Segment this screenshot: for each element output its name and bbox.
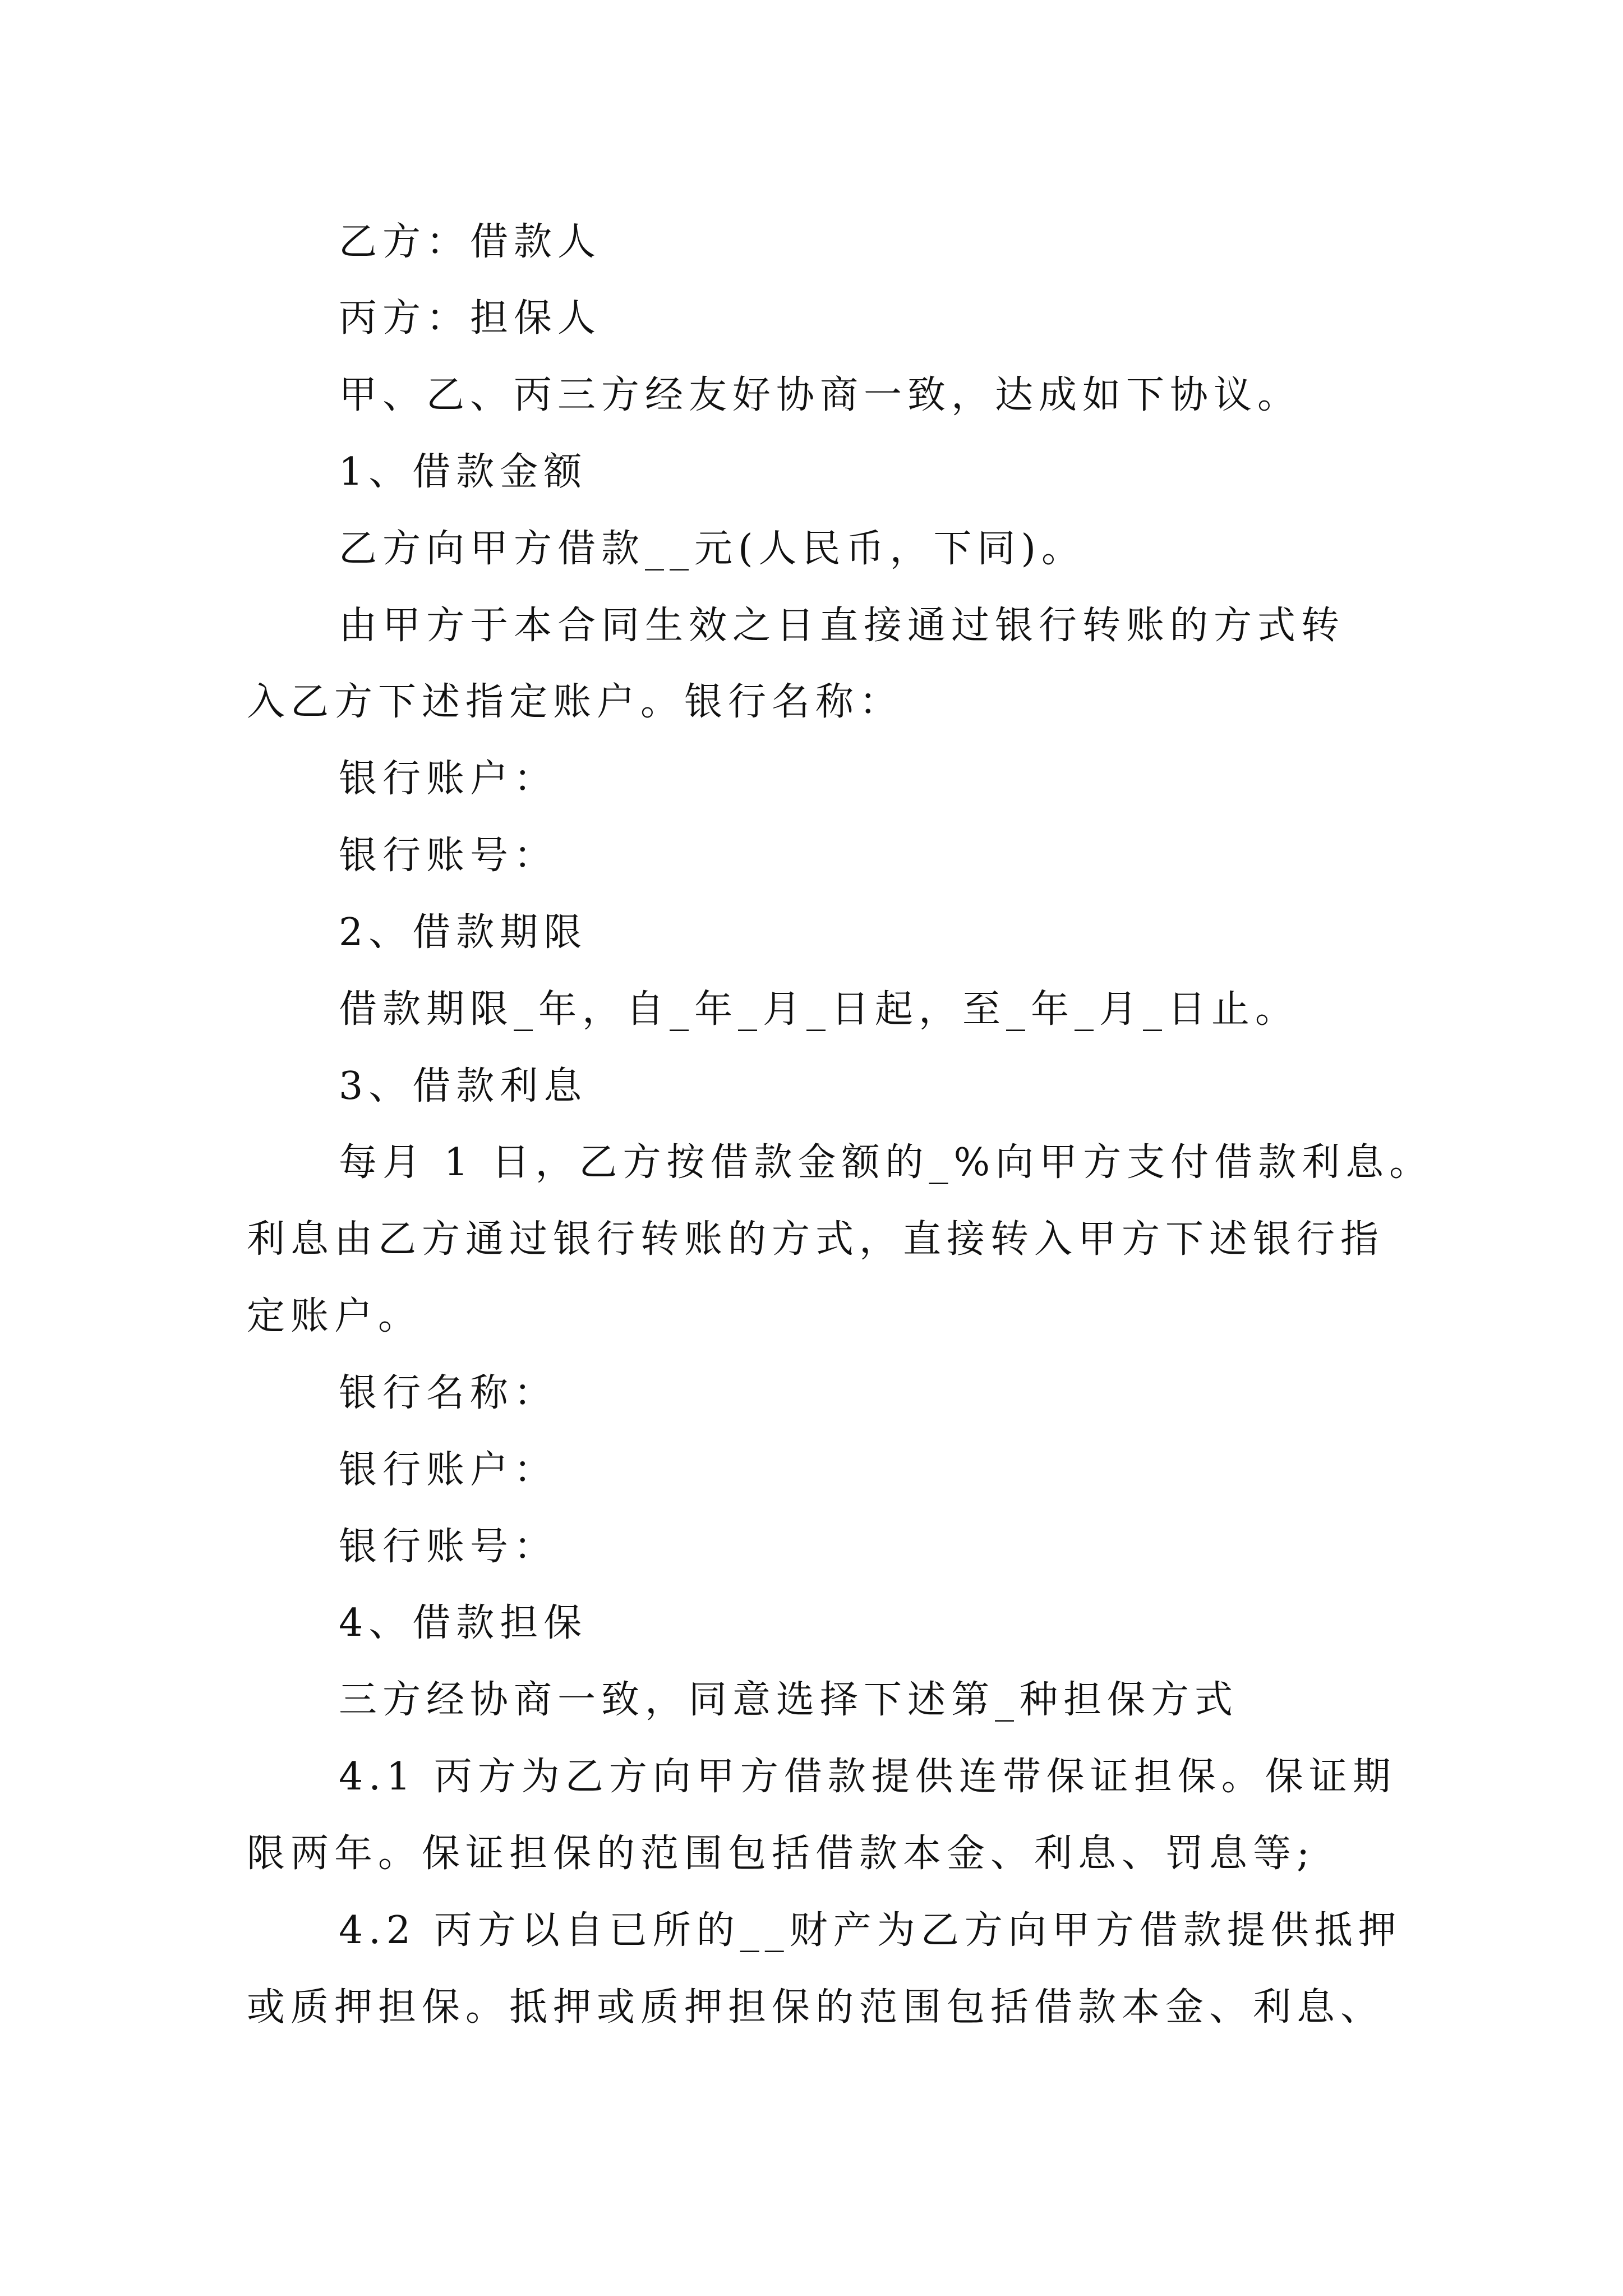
paragraph-line: 或质押担保。抵押或质押担保的范围包括借款本金、利息、 <box>247 1985 1385 2030</box>
bank-account-number-line: 银行账号： <box>339 1525 558 1569</box>
agreement-intro: 甲、乙、丙三方经友好协商一致，达成如下协议。 <box>339 373 1302 417</box>
section-heading-interest: 3、借款利息 <box>339 1064 588 1108</box>
section-heading-guarantee: 4、借款担保 <box>339 1601 588 1645</box>
party-b-line: 乙方：借款人 <box>339 220 602 264</box>
paragraph-line: 由甲方于本合同生效之日直接通过银行转账的方式转 <box>339 604 1345 648</box>
bank-account-name-line: 银行账户： <box>339 757 558 801</box>
party-c-line: 丙方：担保人 <box>339 296 602 341</box>
paragraph-line: 每月 1 日，乙方按借款金额的_%向甲方支付借款利息。 <box>339 1140 1433 1185</box>
paragraph-line: 定账户。 <box>247 1294 422 1338</box>
paragraph-line: 4.1 丙方为乙方向甲方借款提供连带保证担保。保证期 <box>339 1755 1396 1799</box>
section-heading-term: 2、借款期限 <box>339 910 588 955</box>
paragraph-line: 利息由乙方通过银行转账的方式，直接转入甲方下述银行指 <box>247 1217 1385 1262</box>
paragraph-line: 乙方向甲方借款__元(人民币，下同)。 <box>339 527 1086 571</box>
paragraph-line: 入乙方下述指定账户。银行名称： <box>247 680 903 724</box>
paragraph-line: 借款期限_年，自_年_月_日起，至_年_月_日止。 <box>339 987 1299 1032</box>
paragraph-line: 4.2 丙方以自已所的__财产为乙方向甲方借款提供抵押 <box>339 1908 1402 1953</box>
bank-account-number-line: 银行账号： <box>339 834 558 878</box>
paragraph-line: 三方经协商一致，同意选择下述第_种担保方式 <box>339 1678 1239 1722</box>
paragraph-line: 限两年。保证担保的范围包括借款本金、利息、罚息等; <box>247 1832 1315 1876</box>
bank-account-name-line: 银行账户： <box>339 1448 558 1492</box>
section-heading-amount: 1、借款金额 <box>339 450 588 494</box>
bank-name-line: 银行名称： <box>339 1371 558 1415</box>
